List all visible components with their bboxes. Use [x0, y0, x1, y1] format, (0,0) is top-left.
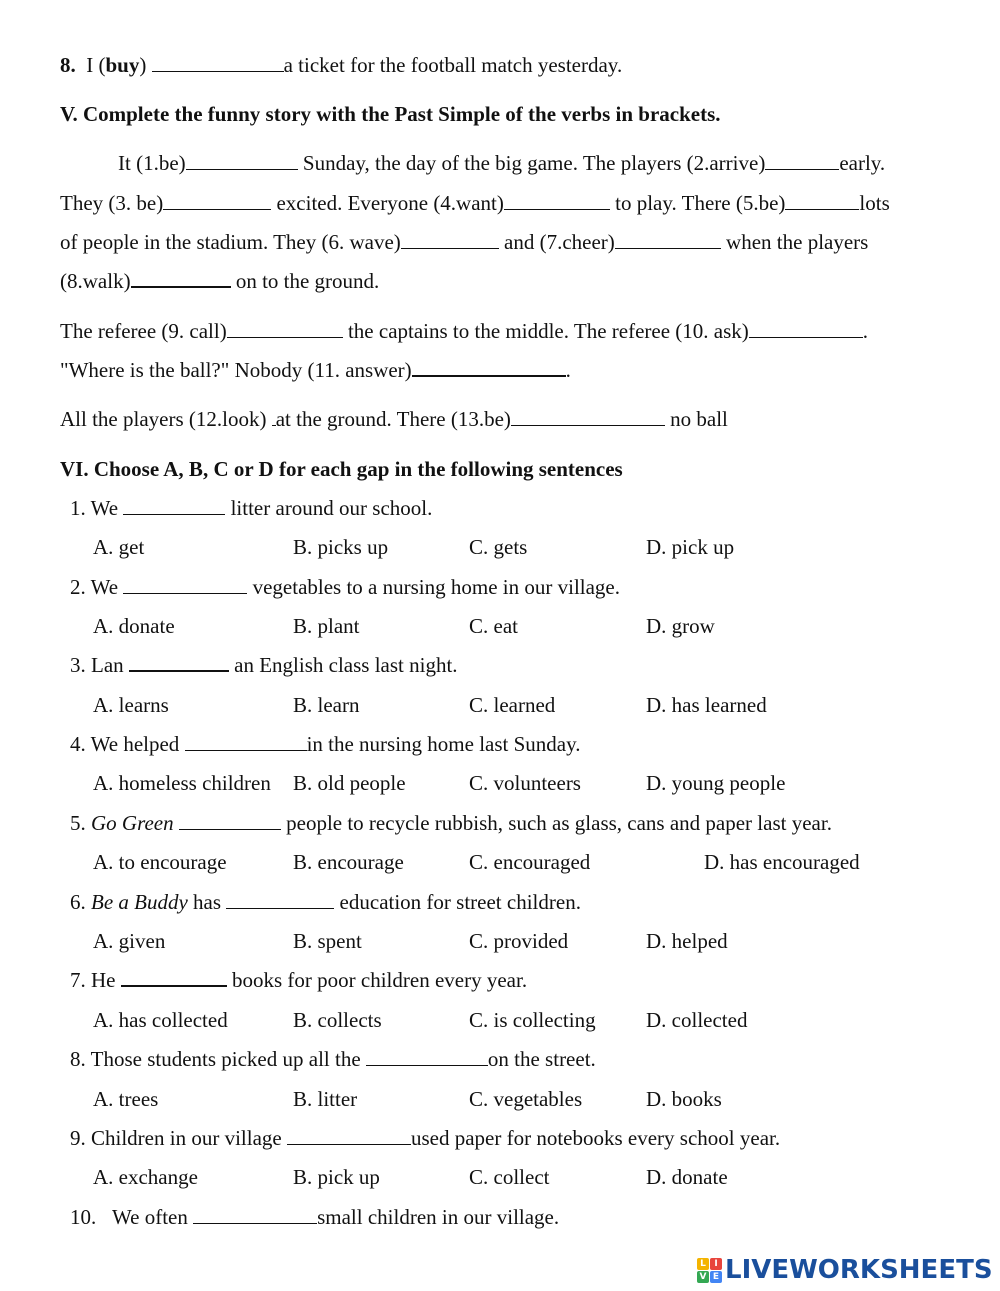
option-b[interactable]: B. pick up — [293, 1165, 380, 1189]
section-v-title: V. Complete the funny story with the Past Simple of the verbs in brackets. — [60, 102, 721, 126]
option-b[interactable]: B. spent — [293, 929, 362, 953]
option-b[interactable]: B. learn — [293, 693, 360, 717]
option-b[interactable]: B. plant — [293, 614, 360, 638]
option-d[interactable]: D. has learned — [646, 693, 767, 717]
option-c[interactable]: C. encouraged — [469, 850, 591, 874]
answer-blank-7[interactable] — [615, 232, 721, 249]
logo-text: LIVEWORKSHEETS — [725, 1255, 993, 1285]
option-a[interactable]: A. trees — [93, 1087, 159, 1111]
option-c[interactable]: C. is collecting — [469, 1008, 596, 1032]
story-line-3: of people in the stadium. They (6. wave) and (7.cheer) when the players — [60, 230, 869, 254]
option-c[interactable]: C. learned — [469, 693, 556, 717]
option-b[interactable]: B. litter — [293, 1087, 358, 1111]
mcq-question-8: 8. Those students picked up all the on the street. — [70, 1047, 596, 1071]
option-a[interactable]: A. given — [93, 929, 166, 953]
option-a[interactable]: A. exchange — [93, 1165, 198, 1189]
answer-blank[interactable] — [129, 654, 229, 672]
option-c[interactable]: C. eat — [469, 614, 518, 638]
mcq-question-6: 6. Be a Buddy has education for street children. — [70, 890, 581, 914]
story-line-4: (8.walk) on to the ground. — [60, 269, 380, 293]
answer-blank-10[interactable] — [749, 321, 863, 338]
logo-mark-icon: L I V E — [697, 1258, 722, 1283]
option-d[interactable]: D. young people — [646, 771, 786, 795]
answer-blank[interactable] — [123, 577, 247, 594]
mcq-question-3: 3. Lan an English class last night. — [70, 653, 458, 677]
option-a[interactable]: A. to encourage — [93, 850, 227, 874]
answer-blank[interactable] — [152, 55, 284, 72]
mcq-question-7: 7. He books for poor children every year. — [70, 968, 528, 992]
section-vi-title: VI. Choose A, B, C or D for each gap in the following sentences — [60, 457, 623, 481]
mcq-question-5: 5. Go Green people to recycle rubbish, such as glass, cans and paper last year. — [70, 811, 832, 835]
story-line-6: "Where is the ball?" Nobody (11. answer) . — [60, 358, 571, 382]
option-c[interactable]: C. provided — [469, 929, 569, 953]
mcq-question-1: 1. We litter around our school. — [70, 496, 433, 520]
option-c[interactable]: C. volunteers — [469, 771, 581, 795]
option-d[interactable]: D. helped — [646, 929, 728, 953]
option-b[interactable]: B. old people — [293, 771, 406, 795]
answer-blank[interactable] — [121, 969, 227, 987]
mcq-question-10: 10. We often small children in our village. — [70, 1205, 560, 1229]
story-line-2: They (3. be) excited. Everyone (4.want) to play. There (5.be) lots — [60, 191, 890, 215]
answer-blank[interactable] — [179, 813, 281, 830]
option-b[interactable]: B. picks up — [293, 535, 389, 559]
liveworksheets-logo — [697, 1254, 993, 1286]
option-c[interactable]: C. collect — [469, 1165, 550, 1189]
question-8-prev: 8. I (buy) a ticket for the football match yesterday. — [60, 53, 623, 77]
answer-blank-3[interactable] — [163, 193, 271, 210]
answer-blank-4[interactable] — [504, 193, 610, 210]
option-d[interactable]: D. pick up — [646, 535, 735, 559]
answer-blank[interactable] — [193, 1207, 317, 1224]
answer-blank-5[interactable] — [785, 193, 859, 210]
answer-blank[interactable] — [185, 734, 307, 751]
answer-blank[interactable] — [226, 892, 334, 909]
question-number: 8. — [60, 53, 76, 77]
story-line-7: All the players (12.look) at the ground. There (13.be) no ball — [60, 407, 728, 431]
option-a[interactable]: A. get — [93, 535, 145, 559]
option-d[interactable]: D. donate — [646, 1165, 728, 1189]
answer-blank-1[interactable] — [186, 153, 298, 170]
option-c[interactable]: C. gets — [469, 535, 528, 559]
answer-blank-11[interactable] — [412, 359, 566, 377]
answer-blank-9[interactable] — [227, 321, 343, 338]
option-d[interactable]: D. books — [646, 1087, 722, 1111]
story-line-1: It (1.be) Sunday, the day of the big game. The players (2.arrive) early. — [118, 151, 886, 175]
answer-blank[interactable] — [366, 1049, 488, 1066]
option-a[interactable]: A. has collected — [93, 1008, 228, 1032]
answer-blank-6[interactable] — [401, 232, 499, 249]
option-a[interactable]: A. donate — [93, 614, 175, 638]
option-a[interactable]: A. learns — [93, 693, 169, 717]
answer-blank-8[interactable] — [131, 270, 231, 288]
answer-blank[interactable] — [123, 498, 225, 515]
option-a[interactable]: A. homeless children — [93, 771, 271, 795]
option-b[interactable]: B. encourage — [293, 850, 404, 874]
story-line-5: The referee (9. call) the captains to the middle. The referee (10. ask) . — [60, 319, 869, 343]
mcq-question-4: 4. We helped in the nursing home last Sunday. — [70, 732, 581, 756]
option-d[interactable]: D. collected — [646, 1008, 748, 1032]
answer-blank-13[interactable] — [511, 409, 665, 426]
option-c[interactable]: C. vegetables — [469, 1087, 583, 1111]
option-b[interactable]: B. collects — [293, 1008, 382, 1032]
mcq-question-2: 2. We vegetables to a nursing home in our village. — [70, 575, 621, 599]
option-d[interactable]: D. has encouraged — [704, 850, 860, 874]
option-d[interactable]: D. grow — [646, 614, 715, 638]
mcq-question-9: 9. Children in our village used paper for notebooks every school year. — [70, 1126, 781, 1150]
answer-blank[interactable] — [287, 1128, 411, 1145]
answer-blank-2[interactable] — [765, 153, 839, 170]
